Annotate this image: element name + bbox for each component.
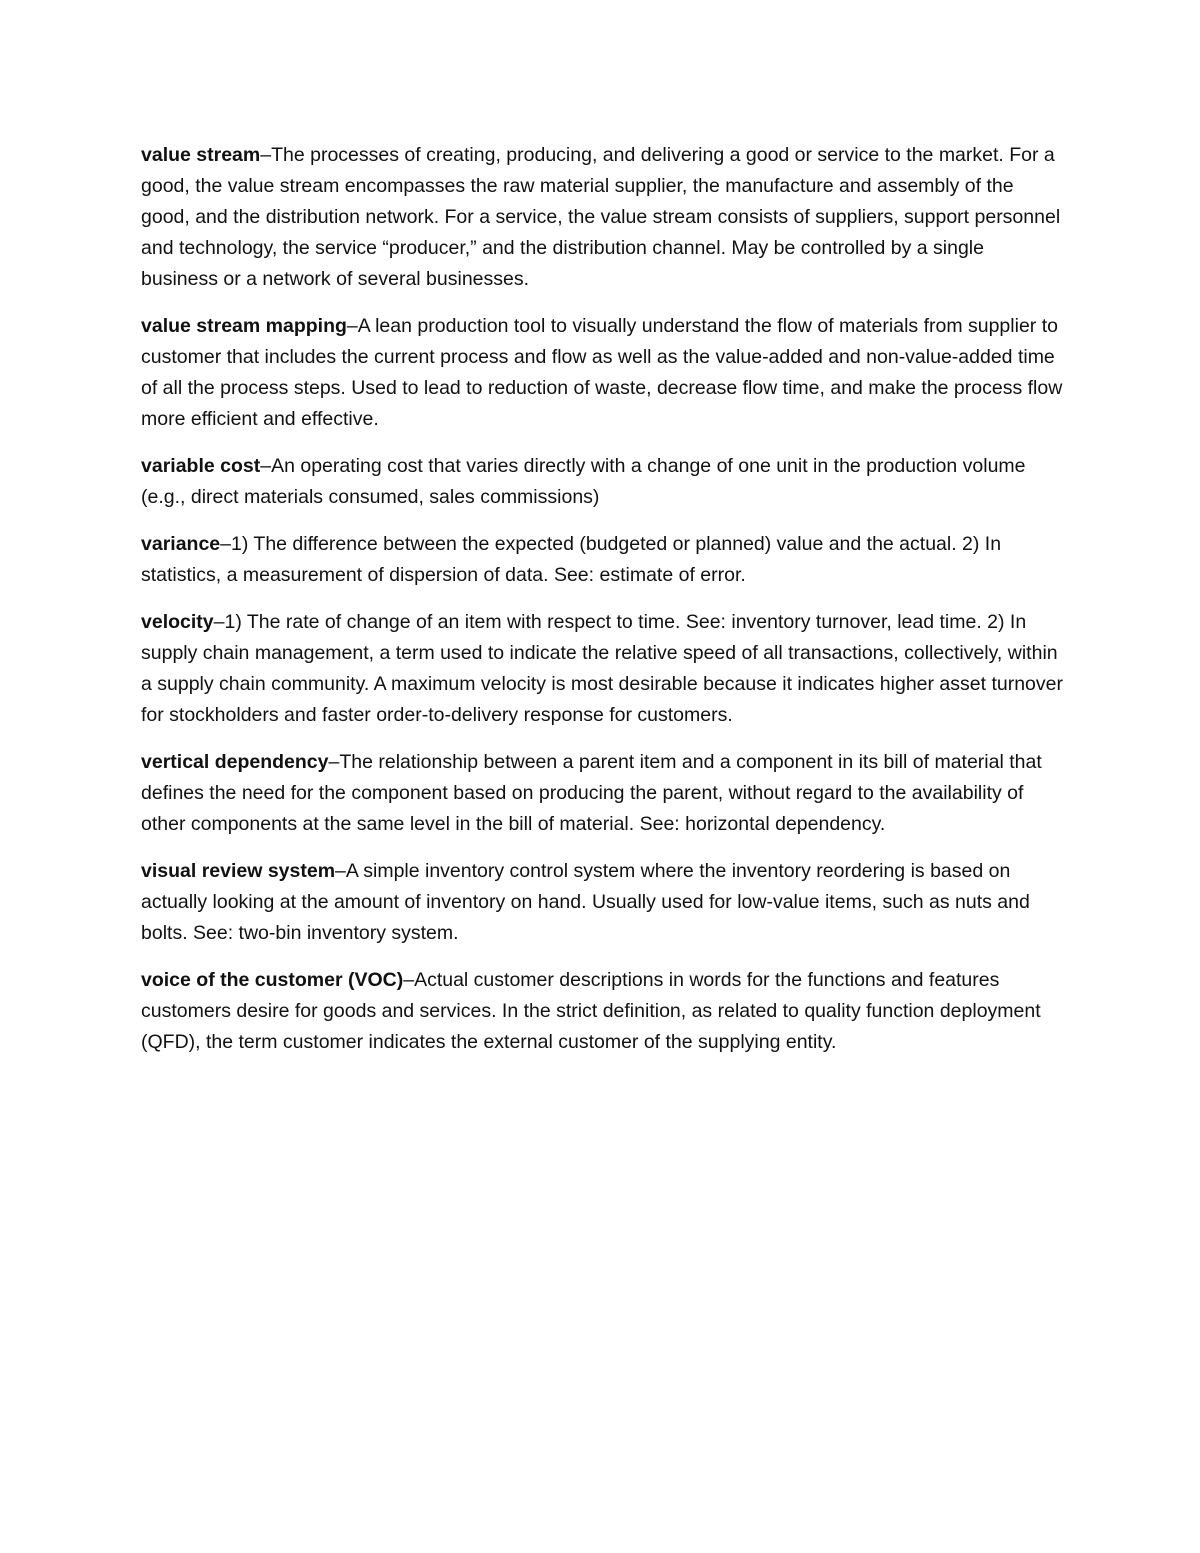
glossary-entry-value-stream-mapping [141, 311, 1066, 435]
glossary-entry-variance [141, 529, 1066, 591]
glossary-definition: –1) The rate of change of an item with respect to time. See: inventory turnover, lead time. 2) In supply chain management, a term used to indicate the relative speed of all transactions, collectively, within a supply chain community. A maximum velocity is most desirable because it indicates higher asset turnover for stockholders and faster order-to-delivery response for customers. [141, 611, 1063, 726]
glossary-definition: –The relationship between a parent item and a component in its bill of material that defines the need for the component based on producing the parent, without regard to the availability of other components at the same level in the bill of material. See: horizontal dependency. [141, 751, 1042, 835]
glossary-term: variable cost [141, 455, 261, 477]
glossary-term: value stream mapping [141, 315, 347, 337]
glossary-term: visual review system [141, 860, 336, 882]
glossary-term: value stream [141, 144, 261, 166]
glossary-entry-voice-of-the-customer [141, 965, 1066, 1058]
glossary-entry-vertical-dependency [141, 747, 1066, 840]
glossary-definition: –An operating cost that varies directly with a change of one unit in the production volume (e.g., direct materials consumed, sales commissions) [141, 455, 1026, 508]
glossary-definition: –Actual customer descriptions in words for the functions and features customers desire for goods and services. In the strict definition, as related to quality function deployment (QFD), the term customer indicates the external customer of the supplying entity. [141, 969, 1041, 1053]
glossary-term: variance [141, 533, 221, 555]
glossary-term: vertical dependency [141, 751, 329, 773]
glossary-body [141, 140, 1066, 1074]
glossary-definition: –A simple inventory control system where the inventory reordering is based on actually looking at the amount of inventory on hand. Usually used for low-value items, such as nuts and bolts. See: two-bin inventory system. [141, 860, 1030, 944]
glossary-definition: –1) The difference between the expected (budgeted or planned) value and the actual. 2) In statistics, a measurement of dispersion of data. See: estimate of error. [141, 533, 1002, 586]
glossary-term: velocity [141, 611, 214, 633]
glossary-definition: –The processes of creating, producing, and delivering a good or service to the market. For a good, the value stream encompasses the raw material supplier, the manufacture and assembly of the good, and the distribution network. For a service, the value stream consists of suppliers, support personnel and technology, the service “producer,” and the distribution channel. May be controlled by a single business or a network of several businesses. [141, 144, 1061, 290]
glossary-definition: –A lean production tool to visually understand the flow of materials from supplier to customer that includes the current process and flow as well as the value-added and non-value-added time of all the process steps. Used to lead to reduction of waste, decrease flow time, and make the process flow more efficient and effective. [141, 315, 1063, 430]
glossary-entry-value-stream [141, 140, 1066, 295]
glossary-entry-variable-cost [141, 451, 1066, 513]
glossary-entry-velocity [141, 607, 1066, 731]
glossary-term: voice of the customer (VOC) [141, 969, 404, 991]
glossary-entry-visual-review-system [141, 856, 1066, 949]
